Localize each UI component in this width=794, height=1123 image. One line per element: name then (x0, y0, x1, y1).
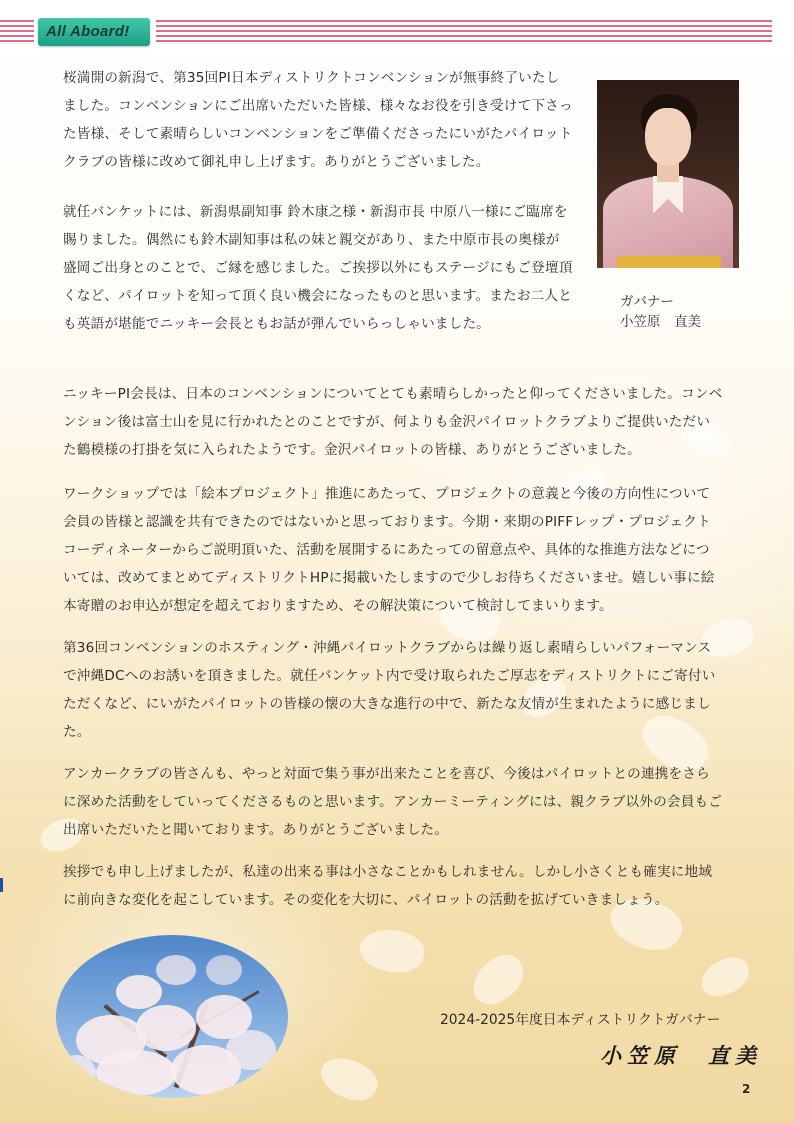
paragraph-anchor-clubs: アンカークラブの皆さんも、やっと対面で集う事が出来たことを喜び、今後はパイロットとの連携をさらに深めた活動をしていってくださるものと思います。アンカーミーティングには、親クラブ以外の会員もご出席いただいたと聞いております。ありがとうございました。 (63, 766, 723, 838)
paragraph-convention-thanks: 桜満開の新潟で、第35回PI日本ディストリクトコンベンションが無事終了いたしました。コンベンションにご出席いただいた皆様、様々なお役を引き受けて下さった皆様、そして素晴らしいコンベンションをご準備くださったにいがたパイロットクラブの皆様に改めて御礼申し上げます。ありがとうございました。 (63, 70, 573, 170)
paragraph-closing: 挨拶でも申し上げましたが、私達の出来る事は小さなことかもしれません。しかし小さくとも確実に地域に前向きな変化を起こしています。その変化を大切に、パイロットの活動を拡げていきましょう。 (63, 864, 713, 908)
signature-title: 2024-2025年度日本ディストリクトガバナー (440, 1012, 721, 1028)
cherry-blossom-photo (56, 935, 288, 1098)
paragraph-workshop: ワークショップでは「絵本プロジェクト」推進にあたって、プロジェクトの意義と今後の方向性について会員の皆様と認識を共有できたのではないかと思っております。今期・来期のPIFFレップ・プロジェクトコーディネーターからご説明頂いた、活動を展開するにあたっての留意点や、具体的な推進方法などについては、改めてまとめてディストリクトHPに掲載いたしますので少しお待ちくださいませ。嬉しい事に絵本寄贈のお申込が想定を超えておりますため、その解決策について検討してまいります。 (63, 486, 715, 614)
signature-name: 小笠原 直美 (600, 1043, 762, 1068)
section-tag: All Aboard! (38, 18, 150, 46)
paragraph-next-convention: 第36回コンベンションのホスティング・沖縄パイロットクラブからは繰り返し素晴らしいパフォーマンスで沖縄DCへのお誘いを頂きました。就任バンケット内で受け取られたご厚志をディストリクトにご寄付いただくなど、にいがたパイロットの皆様の懐の大きな進行の中で、新たな友情が生まれたように感じました。 (63, 640, 716, 740)
caption-role: ガバナー (620, 294, 674, 310)
paragraph-pi-president: ニッキーPI会長は、日本のコンベンションについてとても素晴らしかったと仰ってくださいました。コンベンション後は富士山を見に行かれたとのことですが、何よりも金沢パイロットクラブよりご提供いただいた鶴模様の打掛を気に入られたようです。金沢パイロットの皆様、ありがとうございました。 (63, 386, 723, 458)
portrait-caption (620, 292, 701, 332)
header-stripes-right (156, 20, 772, 44)
caption-name: 小笠原 直美 (620, 314, 701, 330)
margin-marker (0, 878, 3, 892)
header-stripes-left (0, 20, 34, 44)
paragraph-banquet-guests: 就任バンケットには、新潟県副知事 鈴木康之様・新潟市長 中原八一様にご臨席を賜りました。偶然にも鈴木副知事は私の妹と親交があり、また中原市長の奥様が盛岡ご出身とのことで、ご縁を感じました。ご挨拶以外にもステージにもご登壇頂くなど、パイロットを知って頂く良い機会になったものと思います。またお二人とも英語が堪能でニッキー会長ともお話が弾んでいらっしゃいました。 (63, 204, 573, 332)
page-number: 2 (742, 1082, 751, 1096)
governor-portrait (597, 80, 739, 268)
page-header (0, 14, 794, 50)
